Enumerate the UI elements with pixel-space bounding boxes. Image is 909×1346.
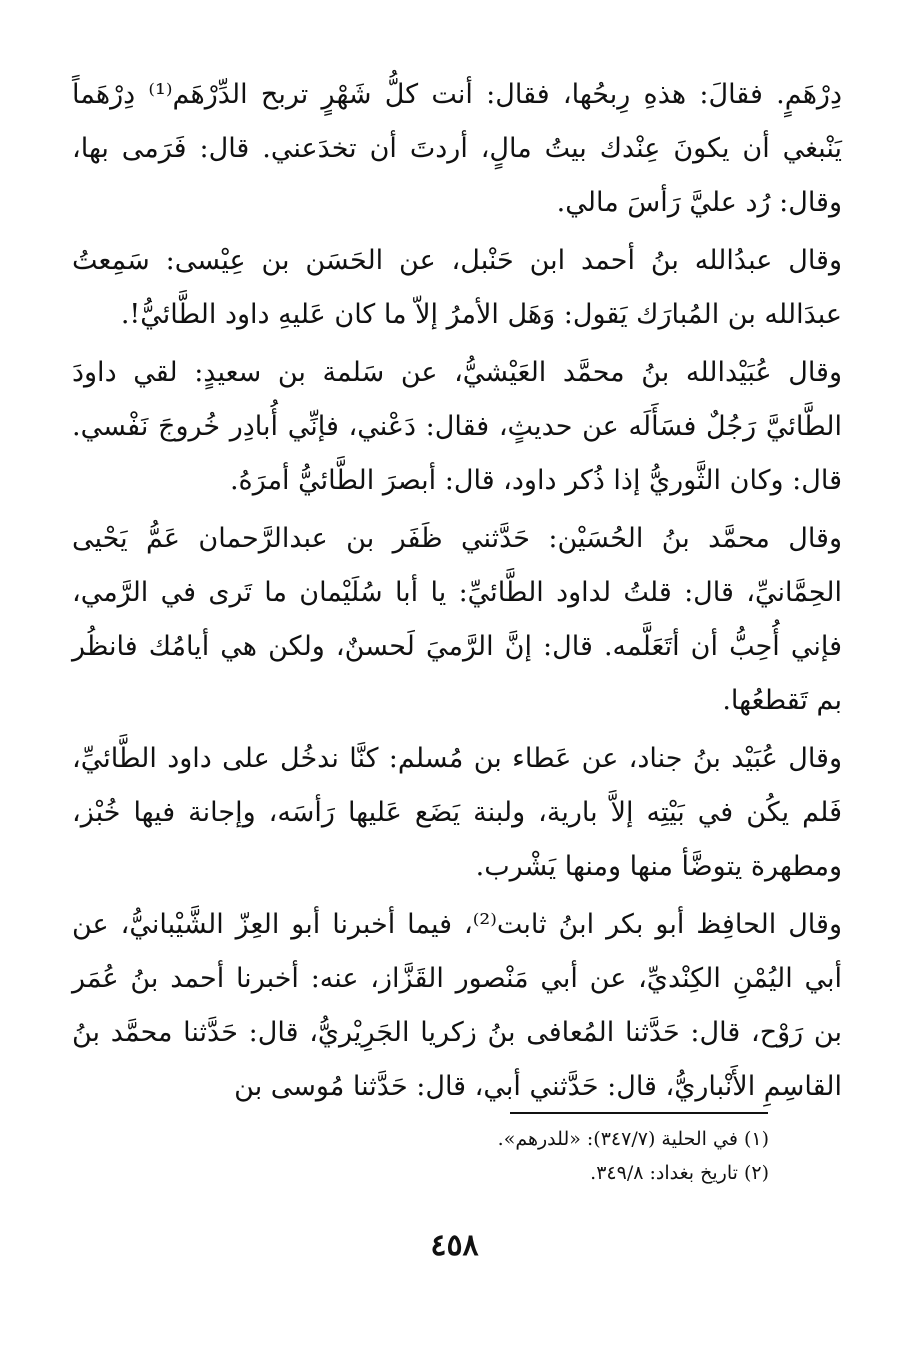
paragraph-text: وقال عُبَيْدالله بنُ محمَّد العَيْشيُّ، عن سَلمة بن سعيدٍ: لقي داودَ الطَّائيَّ رَجُلٌ فسَأَلَه عن حديثٍ، فقال: دَعْني، فإنِّي أُبادِر خُروجَ نَفْسي. قال: وكان الثَّوريُّ إذا ذُكر داود، قال: أبصرَ الطَّائيُّ أمرَهُ. xyxy=(72,357,842,496)
paragraph-text: وقال عبدُالله بنُ أحمد ابن حَنْبل، عن الحَسَن بن عِيْسى: سَمِعتُ عبدَالله بن المُبارَك يَقول: وَهَل الأمرُ إلاّ ما كان عَليهِ داود الطَّائيُّ!. xyxy=(72,245,842,330)
paragraph-5 xyxy=(72,732,842,894)
paragraph-text: وقال محمَّد بنُ الحُسَيْن: حَدَّثني ظَفَر بن عبدالرَّحمان عَمُّ يَحْيى الحِمَّانيِّ، قال: قلتُ لداود الطَّائيِّ: يا أبا سُلَيْمان ما تَرى في الرَّمي، فإني أُحِبُّ أن أتَعَلَّمه. قال: إنَّ الرَّميَ لَحسنٌ، ولكن هي أيامُك فانظُر بم تَقطعُها. xyxy=(72,523,842,716)
paragraph-3 xyxy=(72,346,842,508)
paragraph-2 xyxy=(72,234,842,342)
paragraph-text: وقال الحافِظ أبو بكر ابنُ ثابت⁽²⁾، فيما أخبرنا أبو العِزّ الشَّيْبانيُّ، عن أبي اليُمْنِ الكِنْديِّ، عن أبي مَنْصور القَزَّاز، عنه: أخبرنا أحمد بنُ عُمَر بن رَوْح، قال: حَدَّثنا المُعافى بنُ زكريا الجَرِيْريُّ، قال: حَدَّثنا محمَّد بنُ القاسِمِ الأَنْباريُّ، قال: حَدَّثني أبي، قال: حَدَّثنا مُوسى بن xyxy=(72,909,842,1102)
main-text xyxy=(72,68,842,1118)
footnotes xyxy=(129,1122,769,1190)
page-number: ٤٥٨ xyxy=(430,1228,479,1263)
paragraph-4 xyxy=(72,512,842,728)
footnote-1: (١) في الحلية (٣٤٧/٧): «للدرهم». xyxy=(497,1128,769,1150)
paragraph-6 xyxy=(72,898,842,1114)
paragraph-text: وقال عُبَيْد بنُ جناد، عن عَطاء بن مُسلم: كنَّا ندخُل على داود الطَّائيِّ، فَلم يكُن في بَيْتِه إلاَّ بارية، ولبنة يَضَع عَليها رَأسَه، وإجانة فيها خُبْز، ومطهرة يتوضَّأ منها ومنها يَشْرب. xyxy=(72,743,842,882)
paragraph-1 xyxy=(72,68,842,230)
footnote-separator xyxy=(510,1112,768,1114)
paragraph-text: دِرْهَمٍ. فقالَ: هذهِ رِبحُها، فقال: أنت كلُّ شَهْرٍ تربح الدِّرْهَم⁽¹⁾ دِرْهَماً يَنْبغي أن يكونَ عِنْدك بيتُ مالٍ، أردتَ أن تخدَعني. قال: فَرَمى بها، وقال: رُد عليَّ رَأسَ مالي. xyxy=(72,79,842,218)
footnote-2: (٢) تاريخ بغداد: ٣٤٩/٨. xyxy=(590,1162,769,1184)
